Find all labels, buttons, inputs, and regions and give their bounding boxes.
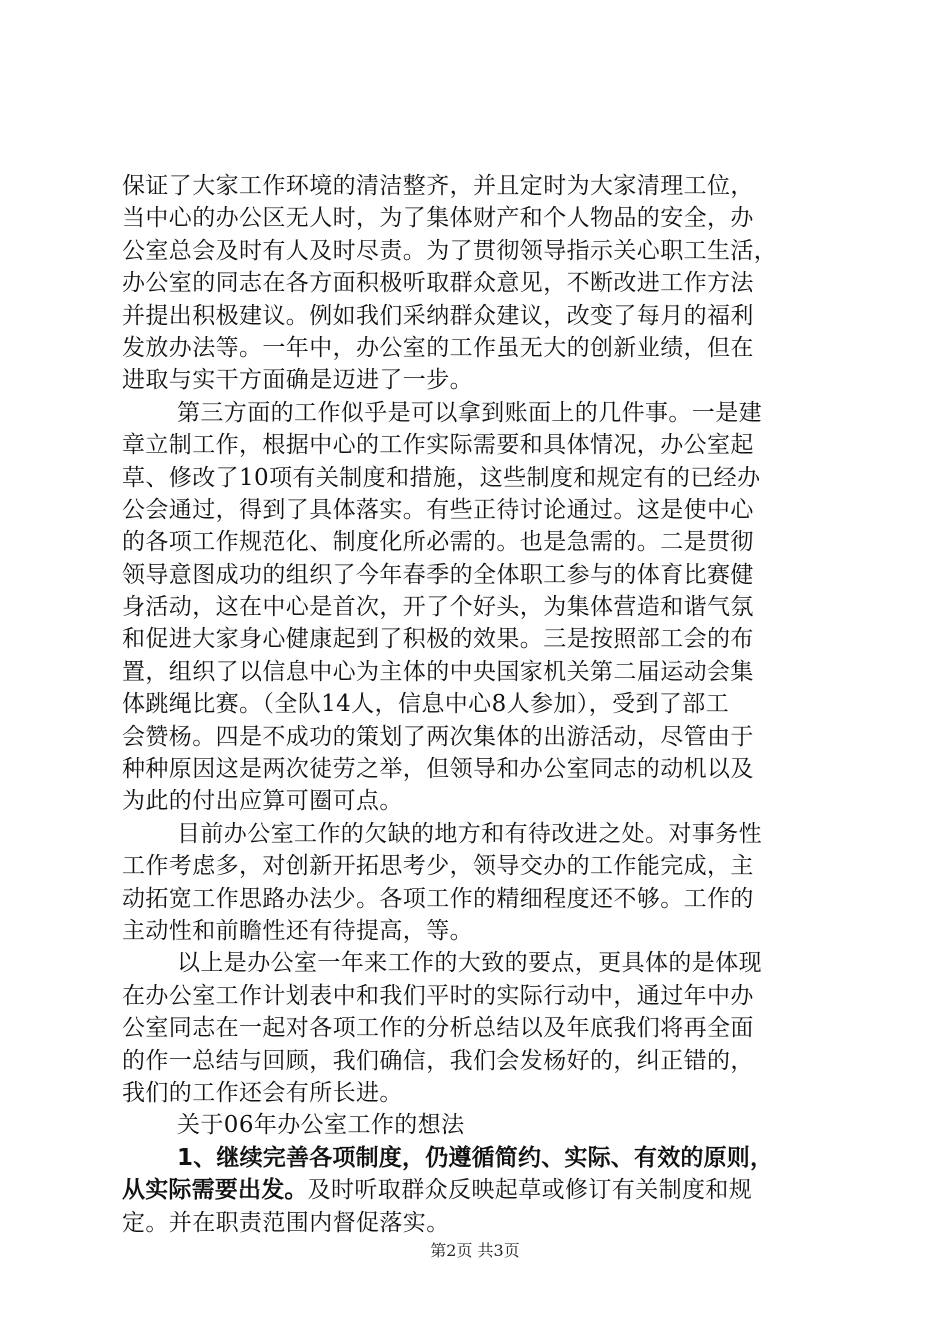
body-line: 会赞杨。四是不成功的策划了两次集体的出游活动，尽管由于 — [122, 723, 754, 750]
body-line: 的各项工作规范化、制度化所必需的。也是急需的。二是贯彻 — [122, 529, 754, 556]
body-line: 为此的付出应算可圈可点。 — [122, 788, 403, 815]
body-line: 发放办法等。一年中，办公室的工作虽无大的创新业绩，但在 — [122, 334, 754, 361]
item-1-regular-text: 及时听取群众反映起草或修订有关制度和规 — [307, 1177, 753, 1204]
body-line: 进取与实干方面确是迈进了一步。 — [122, 367, 473, 394]
item-1-heading: 1、继续完善各项制度，仍遵循简约、实际、有效的原则， — [177, 1144, 774, 1171]
body-line: 草、修改了10项有关制度和措施，这些制度和规定有的已经办 — [122, 464, 761, 491]
body-line: 保证了大家工作环境的清洁整齐，并且定时为大家清理工位， — [122, 173, 754, 199]
page-footer: 第2页 共3页 — [430, 1241, 520, 1260]
body-line: 当中心的办公区无人时，为了集体财产和个人物品的安全，办 — [122, 205, 754, 232]
body-line: 办公室的同志在各方面积极听取群众意见，不断改进工作方法 — [122, 270, 754, 297]
paragraph-start-line: 目前办公室工作的欠缺的地方和有待改进之处。对事务性 — [177, 820, 762, 847]
body-line: 种种原因这是两次徒劳之举，但领导和办公室同志的动机以及 — [122, 756, 754, 783]
body-line: 章立制工作，根据中心的工作实际需要和具体情况，办公室起 — [122, 432, 754, 459]
paragraph-start-line: 第三方面的工作似乎是可以拿到账面上的几件事。一是建 — [177, 399, 762, 426]
section-heading: 关于06年办公室工作的想法 — [177, 1112, 465, 1139]
body-line: 动拓宽工作思路办法少。各项工作的精细程度还不够。工作的 — [122, 885, 754, 912]
body-line: 公室同志在一起对各项工作的分析总结以及年底我们将再全面 — [122, 1015, 754, 1042]
document-body — [122, 170, 837, 1239]
body-line: 我们的工作还会有所长进。 — [122, 1079, 403, 1106]
body-line: 并提出积极建议。例如我们采纳群众建议，改变了每月的福利 — [122, 302, 754, 329]
body-line: 置，组织了以信息中心为主体的中央国家机关第二届运动会集 — [122, 658, 754, 685]
body-line: 的作一总结与回顾，我们确信，我们会发杨好的，纠正错的， — [122, 1047, 754, 1074]
body-line: 公室总会及时有人及时尽责。为了贯彻领导指示关心职工生活， — [122, 237, 778, 264]
body-line: 在办公室工作计划表中和我们平时的实际行动中，通过年中办 — [122, 982, 754, 1009]
body-line: 体跳绳比赛。（全队14人，信息中心8人参加），受到了部工 — [122, 691, 730, 718]
body-line: 领导意图成功的组织了今年春季的全体职工参与的体育比赛健 — [122, 561, 754, 588]
body-line: 工作考虑多，对创新开拓思考少，领导交办的工作能完成，主 — [122, 853, 754, 880]
item-1-line-2 — [122, 1174, 837, 1206]
body-line: 主动性和前瞻性还有待提高，等。 — [122, 917, 473, 944]
body-line: 和促进大家身心健康起到了积极的效果。三是按照部工会的布 — [122, 626, 754, 653]
paragraph-start-line: 以上是办公室一年来工作的大致的要点，更具体的是体现 — [177, 950, 762, 977]
body-line: 公会通过，得到了具体落实。有些正待讨论通过。这是使中心 — [122, 496, 754, 523]
item-1-bold-text: 从实际需要出发。 — [122, 1177, 308, 1204]
item-1-line-3: 定。并在职责范围内督促落实。 — [122, 1209, 450, 1236]
body-line: 身活动，这在中心是首次，开了个好头，为集体营造和谐气氛 — [122, 594, 754, 621]
